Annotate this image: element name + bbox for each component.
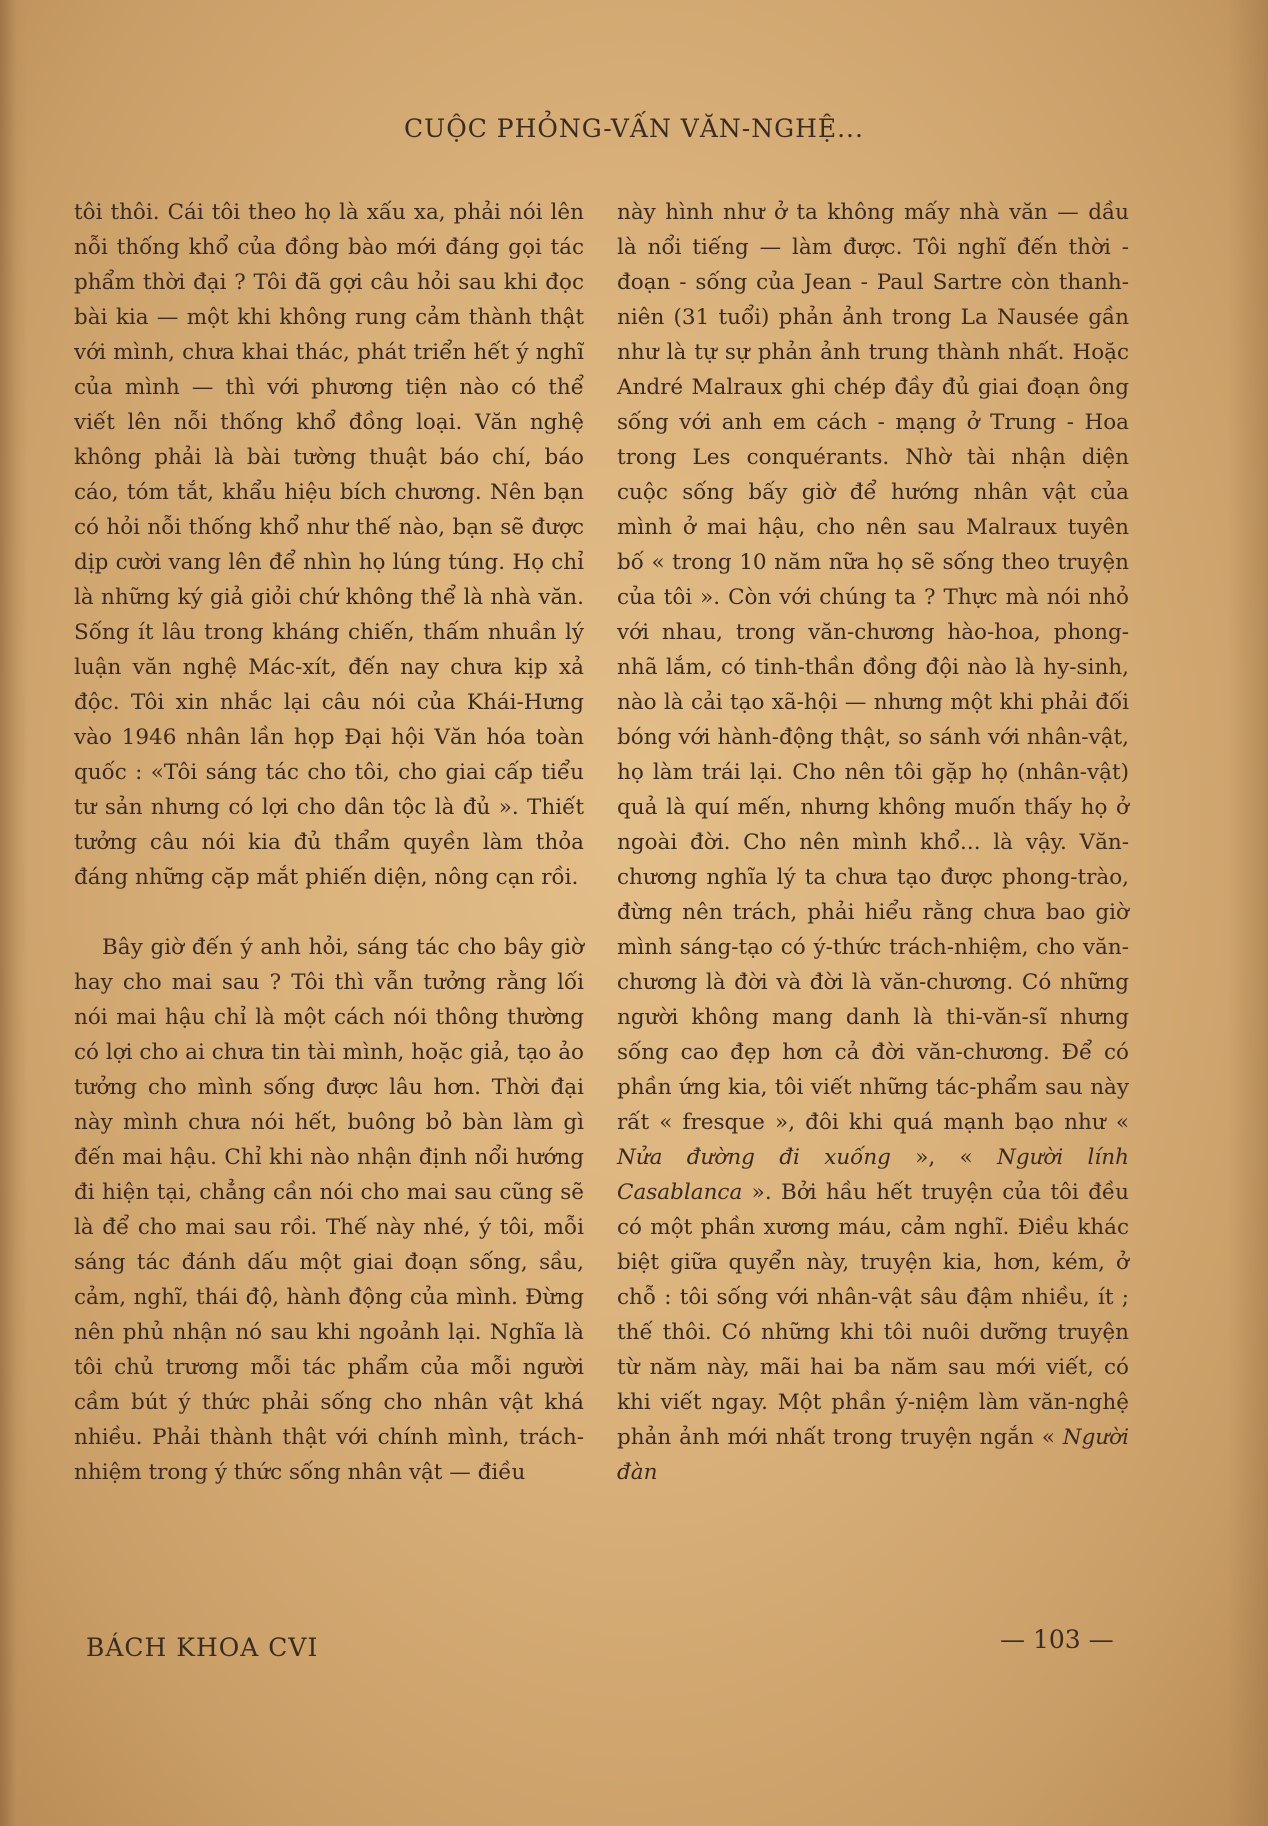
left-paragraph-1: tôi thôi. Cái tôi theo họ là xấu xa, phải nói lên nỗi thống khổ của đồng bào mới đáng gọi tác phẩm thời đại ? Tôi đã gợi câu hỏi sau khi đọc bài kia — một khi không rung cảm thành thật với mình, chưa khai thác, phát triển hết ý nghĩ của mình — thì với phương tiện nào có thể viết lên nỗi thống khổ đồng loại. Văn nghệ không phải là bài tường thuật báo chí, báo cáo, tóm tắt, khẩu hiệu bích chương. Nên bạn có hỏi nỗi thống khổ như thế nào, bạn sẽ được dịp cười vang lên để nhìn họ lúng túng. Họ chỉ là những ký giả giỏi chứ không thể là nhà văn. Sống ít lâu trong kháng chiến, thấm nhuần lý luận văn nghệ Mác-xít, đến nay chưa kịp xả độc. Tôi xin nhắc lại câu nói của Khái-Hưng vào 1946 nhân lần họp Đại hội Văn hóa toàn quốc : «Tôi sáng tác cho tôi, cho giai cấp tiểu tư sản nhưng có lợi cho dân tộc là đủ ». Thiết tưởng câu nói kia đủ thẩm quyền làm thỏa đáng những cặp mắt phiến diện, nông cạn rồi. bbox=[74, 200, 584, 890]
page-edge-shadow-left bbox=[0, 0, 28, 1826]
book-title-nguoi-linh-casablanca: Người lính Casablanca bbox=[617, 1145, 1129, 1205]
book-title-nguoi-dan: Người đàn bbox=[617, 1425, 1129, 1485]
magazine-footer: BÁCH KHOA CVI bbox=[86, 1633, 319, 1662]
right-text-part-2: », « bbox=[890, 1145, 997, 1170]
right-paragraph bbox=[617, 195, 1129, 1490]
book-title-nua-duong-di-xuong: Nửa đường đi xuống bbox=[617, 1145, 891, 1170]
right-text-part-3: ». Bởi hầu hết truyện của tôi đều có một phần xương máu, cảm nghĩ. Điều khác biệt giữa quyển này, truyện kia, hơn, kém, ở chỗ : tôi sống với nhân-vật sâu đậm nhiều, ít ; thế thôi. Có những khi tôi nuôi dưỡng truyện từ năm này, mãi hai ba năm sau mới viết, có khi viết ngay. Một phần ý-niệm làm văn-nghệ phản ảnh mới nhất trong truyện ngắn « bbox=[617, 1180, 1129, 1450]
left-paragraph-2: Bây giờ đến ý anh hỏi, sáng tác cho bây giờ hay cho mai sau ? Tôi thì vẫn tưởng rằng lối nói mai hậu chỉ là một cách nói thông thường có lợi cho ai chưa tin tài mình, hoặc giả, tạo ảo tưởng cho mình sống được lâu hơn. Thời đại này mình chưa nói hết, buông bỏ bàn làm gì đến mai hậu. Chỉ khi nào nhận định nổi hướng đi hiện tại, chẳng cần nói cho mai sau cũng sẽ là để cho mai sau rồi. Thế này nhé, ý tôi, mỗi sáng tác đánh dấu một giai đoạn sống, sầu, cảm, nghĩ, thái độ, hành động của mình. Đừng nên phủ nhận nó sau khi ngoảnh lại. Nghĩa là tôi chủ trương mỗi tác phẩm của mỗi người cầm bút ý thức phải sống cho nhân vật khá nhiều. Phải thành thật với chính mình, trách-nhiệm trong ý thức sống nhân vật — điều bbox=[74, 935, 584, 1485]
right-column bbox=[617, 195, 1129, 1490]
paragraph-gap bbox=[74, 895, 584, 930]
page-number: — 103 — bbox=[1000, 1625, 1114, 1654]
page-edge-shadow-right bbox=[1228, 0, 1268, 1826]
left-column bbox=[74, 195, 584, 1490]
running-header: CUỘC PHỎNG-VẤN VĂN-NGHỆ... bbox=[404, 114, 864, 143]
right-text-part-1: này hình như ở ta không mấy nhà văn — dầu là nổi tiếng — làm được. Tôi nghĩ đến thời - đoạn - sống của Jean - Paul Sartre còn thanh-niên (31 tuổi) phản ảnh trong La Nausée gần như là tự sự phản ảnh trung thành nhất. Hoặc André Malraux ghi chép đầy đủ giai đoạn ông sống với anh em cách - mạng ở Trung - Hoa trong Les conquérants. Nhờ tài nhận diện cuộc sống bấy giờ để hướng nhân vật của mình ở mai hậu, cho nên sau Malraux tuyên bố « trong 10 năm nữa họ sẽ sống theo truyện của tôi ». Còn với chúng ta ? Thực mà nói nhỏ với nhau, trong văn-chương hào-hoa, phong-nhã lắm, có tinh-thần đồng đội nào là hy-sinh, nào là cải tạo xã-hội — nhưng một khi phải đối bóng với hành-động thật, so sánh với nhân-vật, họ làm trái lại. Cho nên tôi gặp họ (nhân-vật) quả là quí mến, nhưng không muốn thấy họ ở ngoài đời. Cho nên mình khổ... là vậy. Văn-chương nghĩa lý ta chưa tạo được phong-trào, đừng nên trách, phải hiểu rằng chưa bao giờ mình sáng-tạo có ý-thức trách-nhiệm, cho văn-chương là đời và đời là văn-chương. Có những người không mang danh là thi-văn-sĩ nhưng sống cao đẹp hơn cả đời văn-chương. Để có phần ứng kia, tôi viết những tác-phẩm sau này rất « fresque », đôi khi quá mạnh bạo như « bbox=[617, 200, 1129, 1135]
